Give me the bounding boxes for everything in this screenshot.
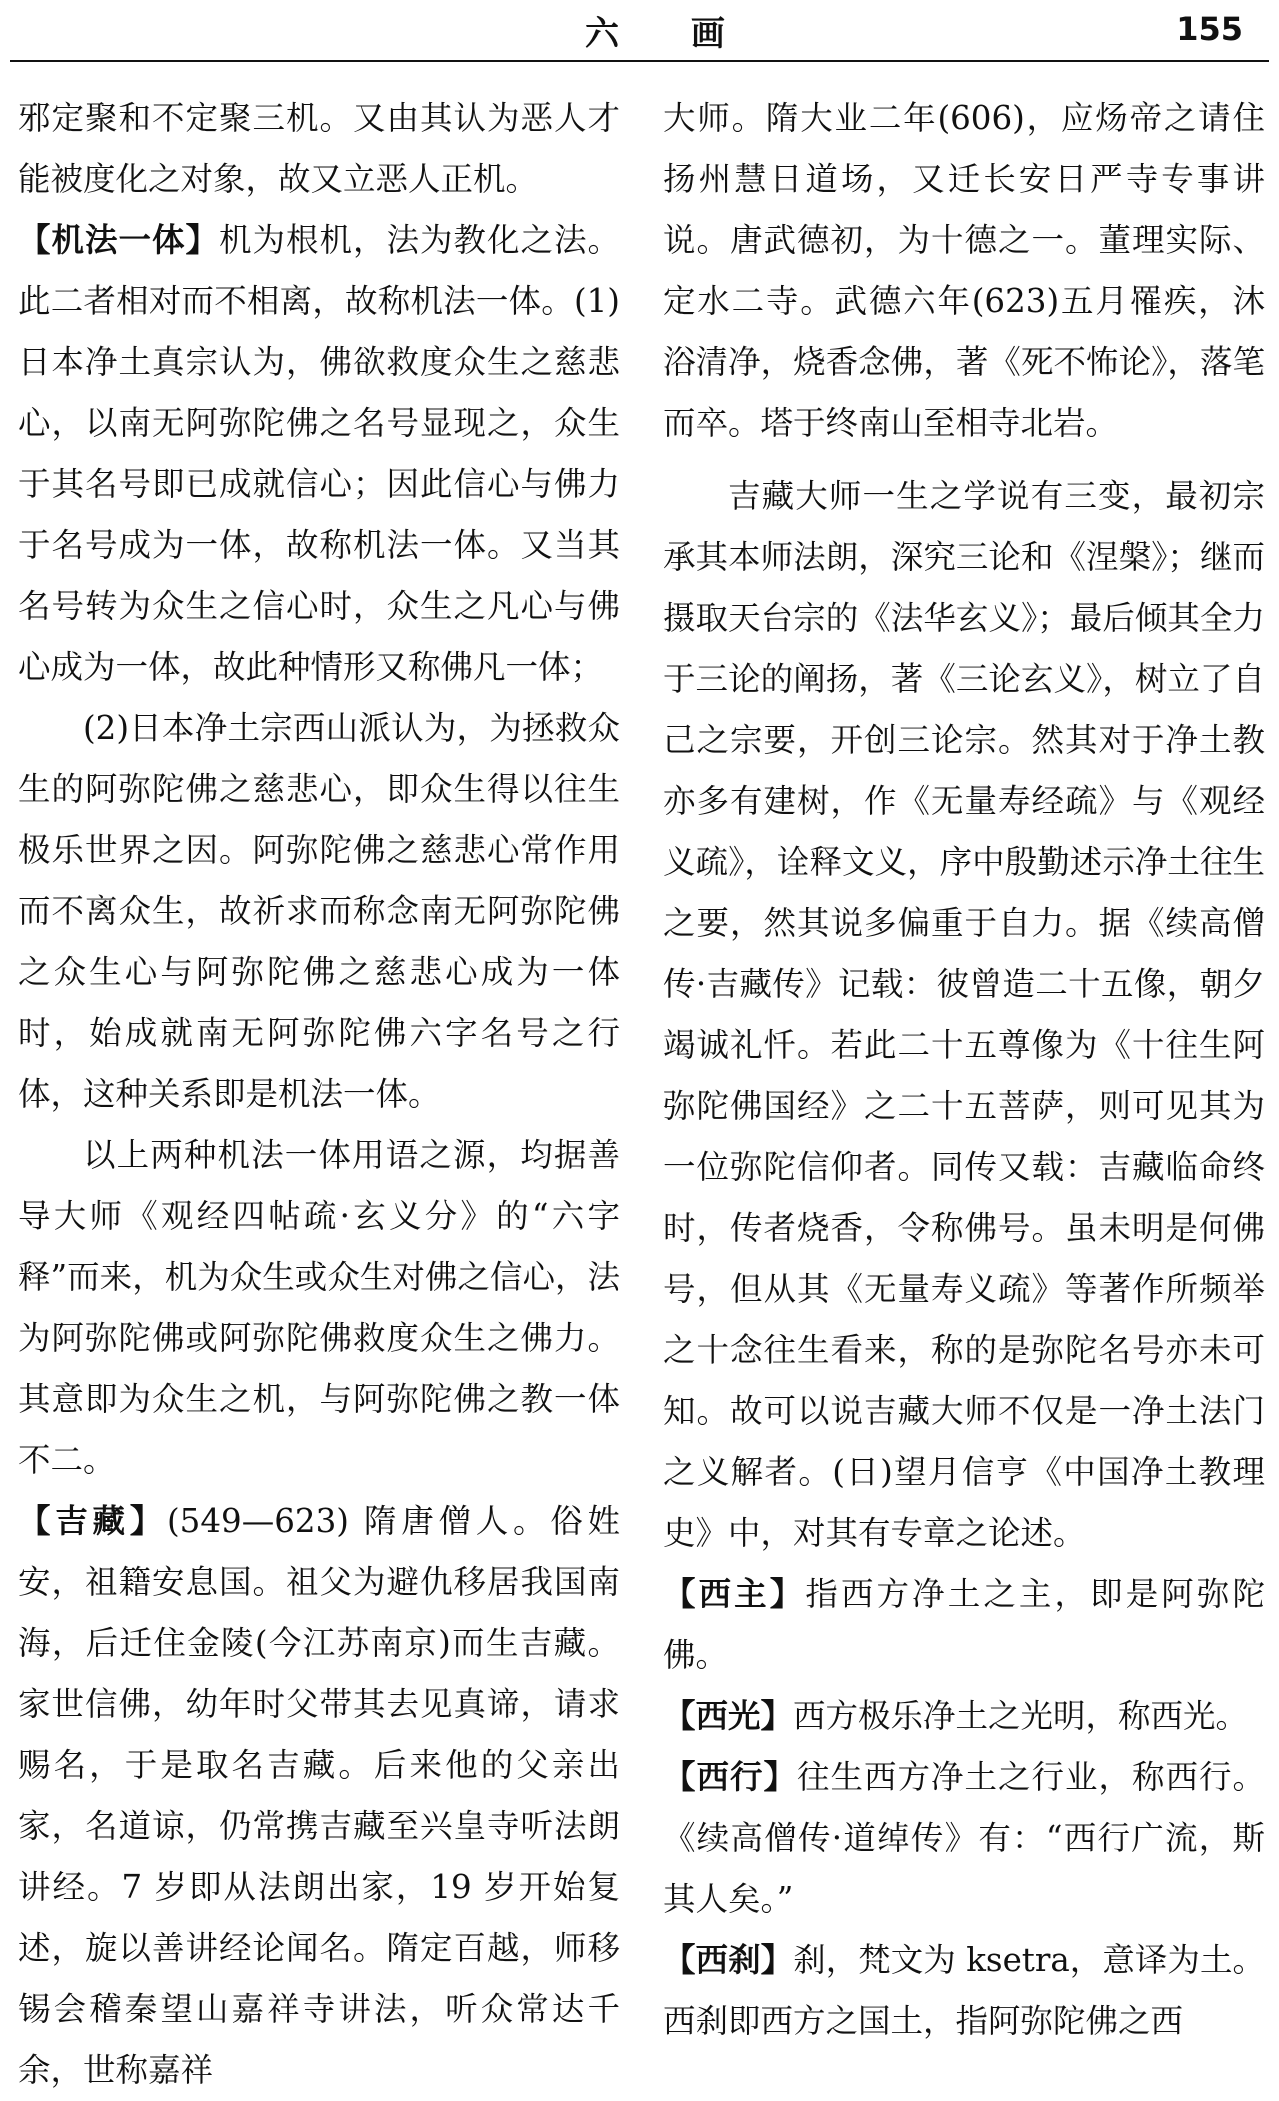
paragraph-continuation <box>663 88 1265 454</box>
entry-term: 【西主】 <box>663 1575 806 1613</box>
entry-text: (549—623) 隋唐僧人。俗姓安，祖籍安息国。祖父为避仇移居我国南海，后迁住金陵(今江苏南京)而生吉藏。家世信佛，幼年时父带其去见真谛，请求赐名，于是取名吉藏。后来他的父亲出家，名道谅，仍常携吉藏至兴皇寺听法朗讲经。7 岁即从法朗出家，19 岁开始复述，旋以善讲经论闻名。隋定百越，师移锡会稽秦望山嘉祥寺讲法，听众常达千余，世称嘉祥 <box>18 1502 620 2089</box>
header-rule <box>10 60 1269 62</box>
entry-jizang <box>18 1491 620 2101</box>
entry-text: 西方极乐净土之光明，称西光。 <box>793 1697 1249 1735</box>
section-title: 六 画 <box>585 14 755 54</box>
right-column <box>663 88 1265 2052</box>
entry-text: 机为根机，法为教化之法。此二者相对而不相离，故称机法一体。(1)日本净土真宗认为，佛欲救度众生之慈悲心，以南无阿弥陀佛之名号显现之，众生于其名号即已成就信心；因此信心与佛力于名号成为一体，故称机法一体。又当其名号转为众生之信心时，众生之凡心与佛心成为一体，故此种情形又称佛凡一体； <box>18 221 620 686</box>
paragraph-text: (2)日本净土宗西山派认为，为拯救众生的阿弥陀佛之慈悲心，即众生得以往生极乐世界之因。阿弥陀佛之慈悲心常作用而不离众生，故祈求而称念南无阿弥陀佛之众生心与阿弥陀佛之慈悲心成为一体时，始成就南无阿弥陀佛六字名号之行体，这种关系即是机法一体。 <box>18 709 620 1113</box>
entry-xixing <box>663 1747 1265 1930</box>
entry-xiguang <box>663 1686 1265 1747</box>
paragraph-text: 以上两种机法一体用语之源，均据善导大师《观经四帖疏·玄义分》的“六字释”而来，机为众生或众生对佛之信心，法为阿弥陀佛或阿弥陀佛救度众生之佛力。其意即为众生之机，与阿弥陀佛之教一体不二。 <box>18 1136 620 1479</box>
entry-xicha <box>663 1930 1265 2052</box>
paragraph-continuation <box>18 88 620 210</box>
entry-text: 往生西方净土之行业，称西行。《续高僧传·道绰传》有：“西行广流，斯其人矣。” <box>663 1758 1265 1918</box>
entry-text: 刹，梵文为 ksetra，意译为土。西刹即西方之国土，指阿弥陀佛之西 <box>663 1941 1265 2040</box>
page-header <box>10 0 1269 66</box>
paragraph-text: 吉藏大师一生之学说有三变，最初宗承其本师法朗，深究三论和《涅槃》；继而摄取天台宗的《法华玄义》；最后倾其全力于三论的阐扬，著《三论玄义》，树立了自己之宗要，开创三论宗。然其对于净土教亦多有建树，作《无量寿经疏》与《观经义疏》，诠释文义，序中殷勤述示净土往生之要，然其说多偏重于自力。据《续高僧传·吉藏传》记载：彼曾造二十五像，朝夕竭诚礼忏。若此二十五尊像为《十往生阿弥陀佛国经》之二十五菩萨，则可见其为一位弥陀信仰者。同传又载：吉藏临命终时，传者烧香，令称佛号。虽未明是何佛号，但从其《无量寿义疏》等著作所频举之十念往生看来，称的是弥陀名号亦未可知。故可以说吉藏大师不仅是一净土法门之义解者。(日)望月信亨《中国净土教理史》中，对其有专章之论述。 <box>663 477 1266 1552</box>
paragraph-text: 大师。隋大业二年(606)，应炀帝之请住扬州慧日道场，又迁长安日严寺专事讲说。唐武德初，为十德之一。董理实际、定水二寺。武德六年(623)五月罹疾，沐浴清净，烧香念佛，著《死不怖论》，落笔而卒。塔于终南山至相寺北岩。 <box>663 99 1265 442</box>
entry-xizhu <box>663 1564 1265 1686</box>
paragraph <box>18 698 620 1125</box>
entry-term: 【西行】 <box>663 1758 797 1796</box>
paragraph <box>663 466 1265 1564</box>
entry-jifa-yiti <box>18 210 620 698</box>
entry-term: 【西刹】 <box>663 1941 794 1979</box>
paragraph <box>18 1125 620 1491</box>
page-number: 155 <box>1176 10 1243 48</box>
entry-term: 【西光】 <box>663 1697 794 1735</box>
paragraph-gap <box>663 454 1265 466</box>
entry-term: 【机法一体】 <box>18 221 219 259</box>
entry-term: 【吉藏】 <box>18 1502 167 1540</box>
paragraph-text: 邪定聚和不定聚三机。又由其认为恶人才能被度化之对象，故又立恶人正机。 <box>18 99 620 198</box>
entry-text: 指西方净土之主，即是阿弥陀佛。 <box>663 1575 1265 1674</box>
left-column <box>18 88 620 2101</box>
